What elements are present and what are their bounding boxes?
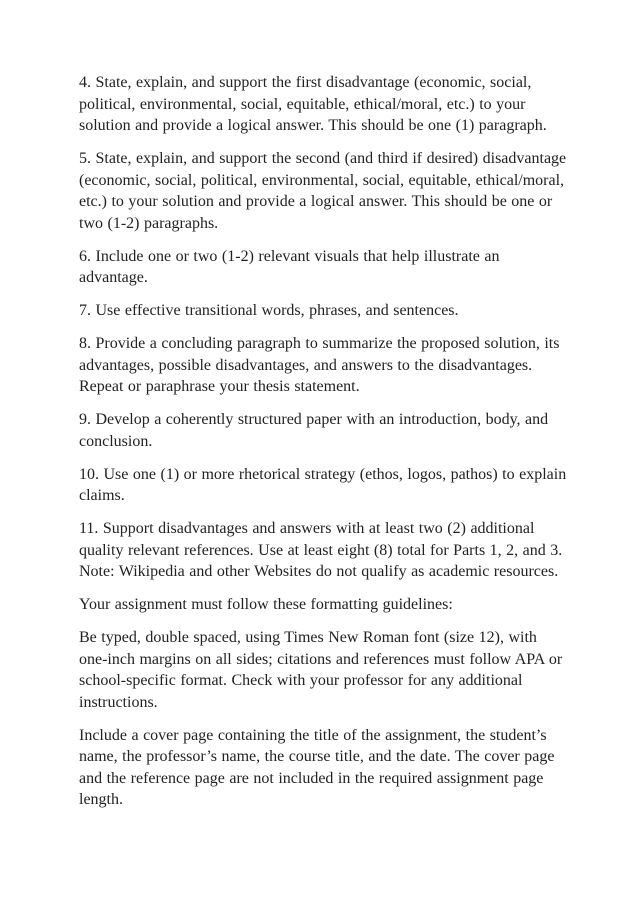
- paragraph-item-4: 4. State, explain, and support the first disadvantage (economic, social, political, environmental, social, equitable, ethical/moral, etc.) to your solution and provide a logical answer. This should be one (1) paragraph.: [79, 74, 547, 134]
- formatting-guideline-typing: Be typed, double spaced, using Times New Roman font (size 12), with one-inch margins on all sides; citations and references must follow APA or school-specific format. Check with your professor for any additional instructions.: [79, 629, 563, 711]
- paragraph-item-7: 7. Use effective transitional words, phrases, and sentences.: [79, 302, 459, 319]
- paragraph-item-6: 6. Include one or two (1-2) relevant visuals that help illustrate an advantage.: [79, 247, 500, 286]
- formatting-intro: Your assignment must follow these formatting guidelines:: [79, 596, 453, 613]
- document-body: [79, 72, 569, 822]
- paragraph-item-10: 10. Use one (1) or more rhetorical strategy (ethos, logos, pathos) to explain claims.: [79, 465, 567, 504]
- paragraph-item-11: 11. Support disadvantages and answers with at least two (2) additional quality relevant references. Use at least eight (8) total for Parts 1, 2, and 3. Note: Wikipedia and other Websites do not qualify as academic resources.: [79, 520, 563, 580]
- paragraph-item-9: 9. Develop a coherently structured paper with an introduction, body, and conclusion.: [79, 411, 549, 450]
- paragraph-item-5: 5. State, explain, and support the second (and third if desired) disadvantage (economic, social, political, environmental, social, equitable, ethical/moral, etc.) to your solution and provide a logical answer. This should be one or two (1-2) paragraphs.: [79, 150, 567, 232]
- formatting-guideline-cover-page: Include a cover page containing the title of the assignment, the student’s name, the professor’s name, the course title, and the date. The cover page and the reference page are not included in the required assignment page length.: [79, 726, 555, 808]
- paragraph-item-8: 8. Provide a concluding paragraph to summarize the proposed solution, its advantages, possible disadvantages, and answers to the disadvantages. Repeat or paraphrase your thesis statement.: [79, 335, 560, 395]
